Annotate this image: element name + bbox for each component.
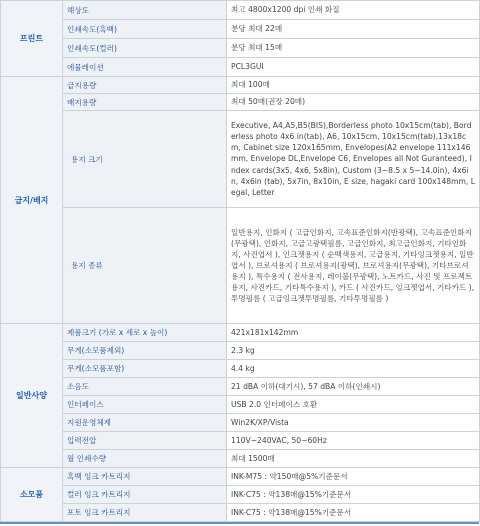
row-label: 용지 종류 <box>63 208 227 324</box>
row-label: 지원운영체제 <box>63 414 227 432</box>
table-row <box>1 468 480 486</box>
table-row <box>1 208 480 324</box>
row-value: 최대 50매(권장 20매) <box>227 94 480 111</box>
table-row <box>1 450 480 468</box>
row-value: 최대 1500매 <box>227 450 480 468</box>
table-row <box>1 77 480 94</box>
table-row <box>1 414 480 432</box>
row-label: 무게(소모품포함) <box>63 360 227 378</box>
table-row <box>1 432 480 450</box>
row-value: 분당 최대 15매 <box>227 39 480 58</box>
row-label: 흑백 잉크 카트리지 <box>63 468 227 486</box>
row-label: 입력전압 <box>63 432 227 450</box>
row-label: 인쇄속도(컬러) <box>63 39 227 58</box>
row-value: 421x181x142mm <box>227 324 480 342</box>
row-value: 2.3 kg <box>227 342 480 360</box>
table-row <box>1 94 480 111</box>
row-label: 해상도 <box>63 1 227 20</box>
table-row <box>1 111 480 208</box>
row-label: 에뮬레이션 <box>63 58 227 77</box>
row-label: 용지 크기 <box>63 111 227 208</box>
row-value: 4.4 kg <box>227 360 480 378</box>
row-value: INK-C75 : 약138매@15%기준문서 <box>227 486 480 504</box>
section-paper: 급지/배지 <box>1 77 63 324</box>
row-label: 포토 잉크 카트리지 <box>63 504 227 522</box>
row-label: 인쇄속도(흑백) <box>63 20 227 39</box>
row-value: USB 2.0 인터페이스 호환 <box>227 396 480 414</box>
table-row <box>1 378 480 396</box>
table-row <box>1 486 480 504</box>
row-label: 배지용량 <box>63 94 227 111</box>
table-row <box>1 396 480 414</box>
table-row <box>1 360 480 378</box>
row-value: INK-M75 : 약150매@5%기준문서 <box>227 468 480 486</box>
table-row <box>1 39 480 58</box>
row-value: Executive, A4,A5,B5(BIS),Borderless photo 10x15cm(tab), Borderless photo 4x6 in(tab), A6, 10x15cm, 10x15cm(tab),13x18cm, Cabinet size 120x165mm, Envelopes(A2 envelope 111x146mm, Envelope DL,Envelope C6, Envelopes all Not Guranteed), Index cards(3x5, 4x6, 5x8in), Custom (3~8.5 x 5~14.0in), 4x6in, 4x6in (tab), 5x7in, 8x10in, E size, hagaki card 100x148mm, Legal, Letter <box>227 111 480 208</box>
row-label: 무게(소모품제외) <box>63 342 227 360</box>
row-value: 일반용지, 인화지 ( 고급인화지, 고속표준인화지(반광택), 고속표준인화지(무광택), 인화지, 고급고광택필름, 고급인화지, 최고급인화지, 기타인화지, 사진엽서 ), 인크젯용지 ( 순백색용지, 고급용지, 기타잉크젯용지, 일반엽서 ), 브로셔용지 ( 브로셔용지(광택), 브로셔용지(무광택), 기타브로셔용지 ), 특수용지 ( 전사용지, 레이블(무광택), 노트카드, 사진 및 프로젝트용지, 사진카드, 기타특수용지 ), 카드 ( 사진카드, 잉크젯엽서, 기타카드 ), 투명필름 ( 고급잉크젯투명필름, 기타투명필름 ) <box>227 208 480 324</box>
row-value: Win2K/XP/Vista <box>227 414 480 432</box>
section-general: 일반사양 <box>1 324 63 468</box>
row-label: 인터페이스 <box>63 396 227 414</box>
row-label: 컬러 잉크 카트리지 <box>63 486 227 504</box>
table-row <box>1 504 480 522</box>
row-value: 분당 최대 22매 <box>227 20 480 39</box>
row-label: 제품크기 (가로 x 세로 x 높이) <box>63 324 227 342</box>
row-label: 소음도 <box>63 378 227 396</box>
table-row <box>1 1 480 20</box>
row-value: 최대 100매 <box>227 77 480 94</box>
section-printer: 프린트 <box>1 1 63 77</box>
row-value: PCL3GUI <box>227 58 480 77</box>
table-row <box>1 324 480 342</box>
row-label: 급지용량 <box>63 77 227 94</box>
row-value: 최고 4800x1200 dpi 인쇄 화질 <box>227 1 480 20</box>
table-row <box>1 342 480 360</box>
row-value: 110V~240VAC, 50~60Hz <box>227 432 480 450</box>
section-supplies: 소모품 <box>1 468 63 522</box>
row-label: 월 인쇄수량 <box>63 450 227 468</box>
row-value: INK-C75 : 약138매@15%기준문서 <box>227 504 480 522</box>
table-row <box>1 58 480 77</box>
table-bottom-rule <box>0 522 479 524</box>
table-row <box>1 20 480 39</box>
row-value: 21 dBA 이하(대기시), 57 dBA 이하(인쇄시) <box>227 378 480 396</box>
